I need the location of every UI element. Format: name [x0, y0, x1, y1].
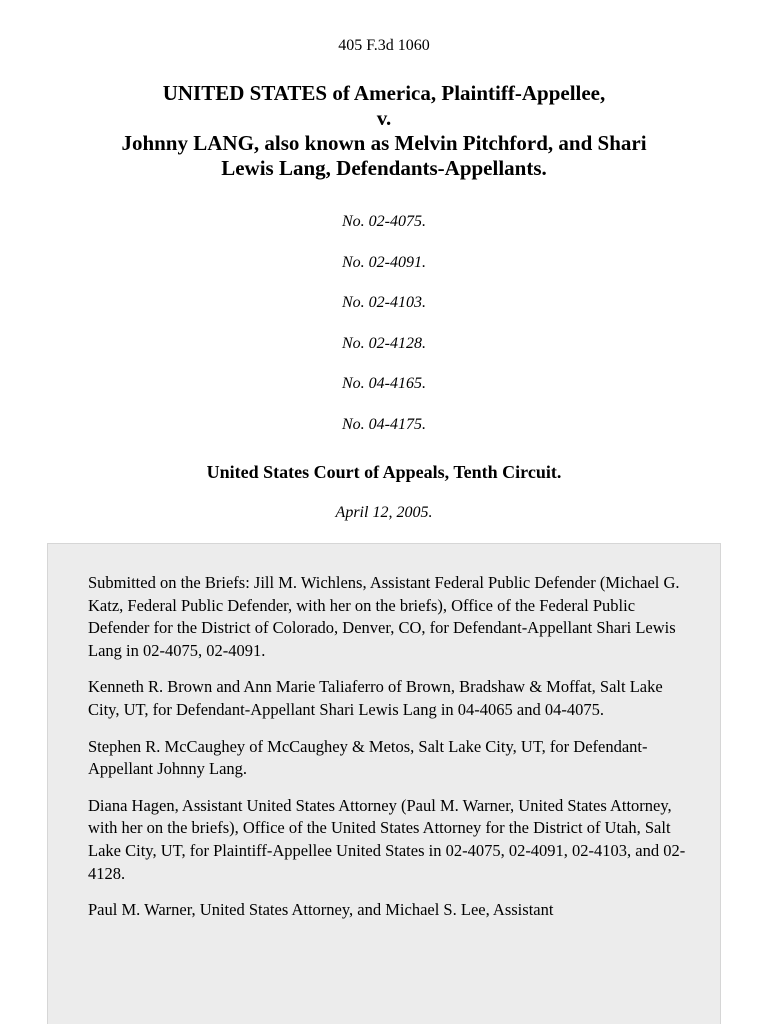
- docket-number: No. 04-4175.: [342, 415, 426, 433]
- counsel-paragraph: Submitted on the Briefs: Jill M. Wichlens, Assistant Federal Public Defender (Michael G. Katz, Federal Public Defender, with her on the briefs), Office of the Federal Public Defender for the District of Colorado, Denver, CO, for Defendant-Appellant Shari Lewis Lang in 02-4075, 02-4091.: [88, 573, 680, 660]
- caption-defendants-line1: Johnny LANG, also known as Melvin Pitchford, and Shari: [121, 131, 647, 155]
- docket-number-list: [0, 212, 768, 456]
- docket-number: No. 02-4128.: [342, 334, 426, 352]
- counsel-paragraph: Kenneth R. Brown and Ann Marie Taliaferro of Brown, Bradshaw & Moffat, Salt Lake City, UT, for Defendant-Appellant Shari Lewis Lang in 04-4065 and 04-4075.: [88, 677, 663, 719]
- decision-date: April 12, 2005.: [335, 504, 433, 521]
- docket-number: No. 02-4103.: [342, 294, 426, 312]
- caption-plaintiff: UNITED STATES of America, Plaintiff-Appellee,: [162, 81, 606, 105]
- caption-defendants-line2: Lewis Lang, Defendants-Appellants.: [221, 156, 547, 180]
- counsel-list: [88, 572, 690, 936]
- counsel-paragraph: Diana Hagen, Assistant United States Attorney (Paul M. Warner, United States Attorney, with her on the briefs), Office of the United States Attorney for the District of Utah, Salt Lake City, UT, for Plaintiff-Appellee United States in 02-4075, 02-4091, 02-4103, and 02-4128.: [88, 795, 686, 883]
- counsel-section: [47, 543, 721, 1024]
- case-caption: [40, 81, 728, 181]
- counsel-paragraph: Stephen R. McCaughey of McCaughey & Metos, Salt Lake City, UT, for Defendant-Appellant Johnny Lang.: [88, 736, 648, 779]
- docket-number: No. 02-4075.: [342, 213, 426, 230]
- docket-number: No. 04-4165.: [342, 375, 426, 393]
- counsel-paragraph: Paul M. Warner, United States Attorney, and Michael S. Lee, Assistant: [88, 900, 554, 920]
- docket-number: No. 02-4091.: [342, 253, 426, 271]
- caption-versus: v.: [376, 106, 392, 130]
- court-name: United States Court of Appeals, Tenth Circuit.: [206, 462, 562, 482]
- case-citation: 405 F.3d 1060: [338, 37, 430, 54]
